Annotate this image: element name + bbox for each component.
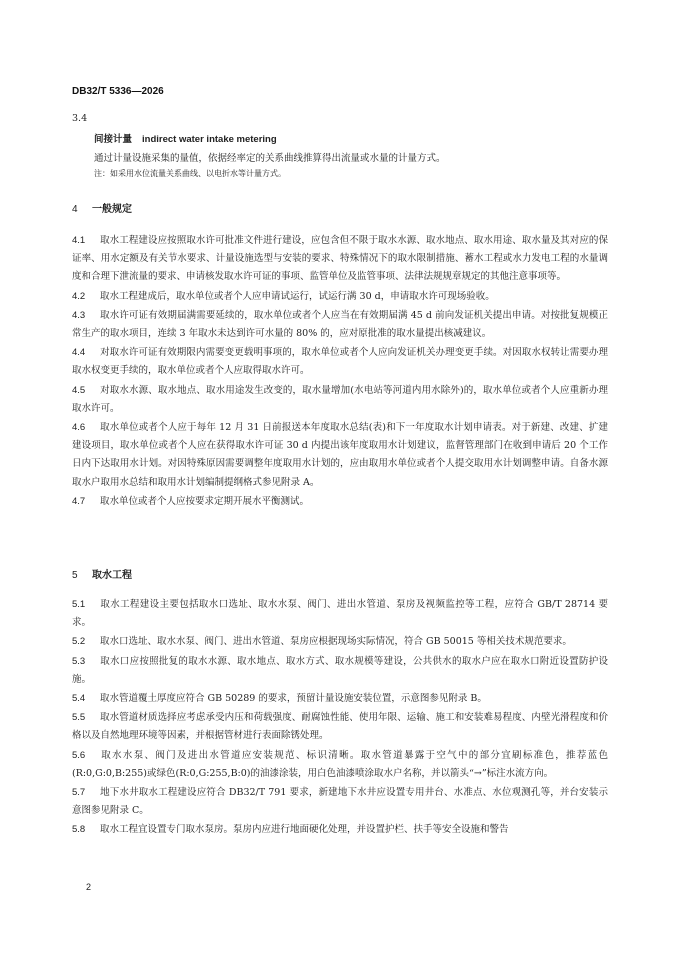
section-4-body (72, 232, 608, 512)
clause (72, 784, 608, 820)
clause-number: 5.8 (72, 824, 86, 836)
clause (72, 493, 608, 511)
clause-text: 取水水泵、阀门及进出水管道应安装规范、标识清晰。取水管道暴露于空气中的部分宜刷标准色，推荐蓝色(R:0,G:0,B:255)或绿色(R:0,G:255,B:0)的油漆涂装，用白色油漆喷涂取水户名称，并以箭头“→”标注水流方向。 (72, 749, 608, 779)
clause-number: 4.1 (72, 235, 86, 246)
term-title-en: indirect water intake metering (142, 134, 277, 145)
clause-number: 5.1 (72, 599, 86, 610)
clause (72, 821, 608, 839)
term-note: 注：如采用水位流量关系曲线、以电折水等计量方式。 (94, 169, 286, 178)
clause-number: 5.6 (72, 749, 86, 761)
clause-number: 5.7 (72, 787, 86, 799)
clause-text: 取水工程宜设置专门取水泵房。泵房内应进行地面硬化处理，并设置护栏、扶手等安全设施和警告 (100, 824, 509, 836)
clause (72, 747, 608, 783)
clause (72, 690, 608, 708)
term-title-cn: 间接计量 (94, 134, 133, 145)
clause-text: 取水单位或者个人应于每年 12 月 31 日前报送本年度取水总结(表)和下一年度取水计划申请表。对于新建、改建、扩建建设项目，取水单位或者个人应在获得取水许可证 30 d 内提出该年度取用水计划建议，监督管理部门在收到申请后 20 个工作日内下达取用水计划。对因特殊原因需要调整年度取用水计划的，应由取用水单位或者个人提交取用水计划调整申请。自备水源取水户取用水总结和取用水计划编制提纲格式参见附录 A。 (72, 422, 608, 488)
clause (72, 288, 608, 306)
term-definition: 通过计量设施采集的量值，依据经率定的关系曲线推算得出流量或水量的计量方式。 (94, 153, 446, 164)
clause (72, 653, 608, 689)
clause-text: 取水工程建设应按照取水许可批准文件进行建设，应包含但不限于取水水源、取水地点、取水用途、取水量及其对应的保证率、用水定额及有关节水要求、计量设施选型与安装的要求、特殊情况下的取水限制措施、蓄水工程或水力发电工程的水量调度和合理下泄流量的要求、申请核发取水许可证的事项、监管单位及监管事项、法律法规规章规定的其他注意事项等。 (72, 235, 608, 283)
clause-text: 取水工程建成后，取水单位或者个人应申请试运行，试运行满 30 d，申请取水许可现场验收。 (100, 290, 495, 302)
term-number: 3.4 (72, 113, 88, 124)
section-5-body (72, 596, 608, 841)
section-number: 5 (72, 570, 78, 581)
clause (72, 382, 608, 418)
clause-number: 4.5 (72, 384, 86, 396)
clause-number: 5.4 (72, 693, 86, 705)
section-4-heading (72, 200, 132, 215)
clause (72, 344, 608, 380)
clause (72, 633, 608, 651)
clause-number: 5.3 (72, 655, 86, 667)
term-title (94, 131, 277, 145)
clause-text: 取水口应按照批复的取水水源、取水地点、取水方式、取水规模等建设，公共供水的取水户应在取水口附近设置防护设施。 (72, 655, 608, 685)
clause-text: 对取水水源、取水地点、取水用途发生改变的，取水量增加(水电站等河道内用水除外)的，取水单位或者个人应重新办理取水许可。 (72, 384, 608, 414)
clause-text: 对取水许可证有效期限内需要变更载明事项的，取水单位或者个人应向发证机关办理变更手续。对因取水权转让需要办理取水权变更手续的，取水单位或者个人应取得取水许可。 (72, 347, 608, 377)
clause (72, 596, 608, 632)
clause (72, 709, 608, 745)
clause-text: 取水单位或者个人应按要求定期开展水平衡测试。 (100, 495, 310, 507)
clause (72, 307, 608, 343)
section-5-heading (72, 566, 132, 581)
clause-number: 5.2 (72, 636, 86, 648)
standard-code-header: DB32/T 5336—2026 (72, 86, 164, 97)
clause-text: 取水口选址、取水水泵、阀门、进出水管道、泵房应根据现场实际情况，符合 GB 50015 等相关技术规范要求。 (100, 636, 572, 648)
clause (72, 419, 608, 492)
clause-number: 4.7 (72, 495, 86, 507)
clause (72, 232, 608, 287)
clause-number: 5.5 (72, 712, 86, 724)
clause-text: 取水工程建设主要包括取水口选址、取水水泵、阀门、进出水管道、泵房及视频监控等工程，应符合 GB/T 28714 要求。 (72, 599, 608, 629)
section-title: 一般规定 (92, 204, 132, 215)
clause-text: 取水许可证有效期届满需要延续的，取水单位或者个人应当在有效期届满 45 d 前向发证机关提出申请。对按批复规模正常生产的取水项目，连续 3 年取水未达到许可水量的 80% 的，应对原批准的取水量提出核减建议。 (72, 309, 608, 340)
section-number: 4 (72, 204, 78, 215)
clause-text: 取水管道材质选择应考虑承受内压和荷载强度、耐腐蚀性能、使用年限、运输、施工和安装难易程度、内壁光滑程度和价格以及自然地理环境等因素，并根据管材进行表面除锈处理。 (72, 712, 608, 742)
clause-number: 4.2 (72, 290, 86, 302)
clause-number: 4.3 (72, 309, 86, 321)
clause-text: 取水管道覆土厚度应符合 GB 50289 的要求，预留计量设施安装位置，示意图参见附录 B。 (100, 693, 487, 705)
clause-number: 4.4 (72, 347, 86, 359)
clause-number: 4.6 (72, 422, 86, 434)
section-title: 取水工程 (92, 570, 132, 581)
page-number: 2 (86, 882, 92, 892)
clause-text: 地下水井取水工程建设应符合 DB32/T 791 要求，新建地下水井应设置专用井台、水准点、水位观测孔等，并台安装示意图参见附录 C。 (72, 787, 608, 817)
